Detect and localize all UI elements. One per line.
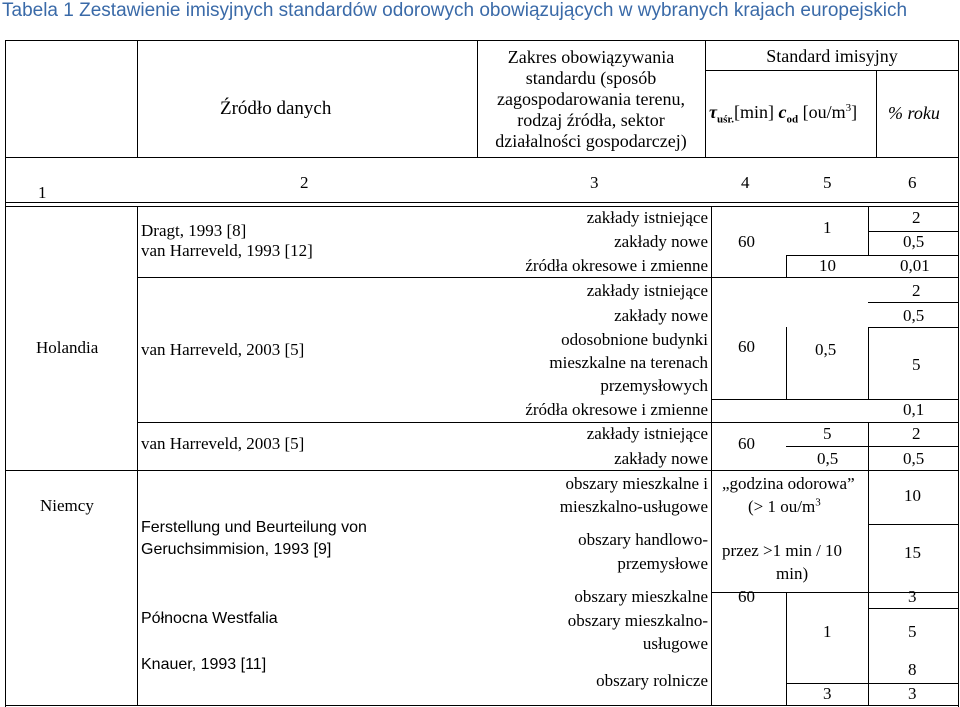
- grid-line: [786, 592, 787, 705]
- r10-scope-l2: mieszkalno-usługowe: [559, 497, 708, 516]
- grid-line: [868, 327, 869, 399]
- header-percent: % roku: [888, 103, 940, 123]
- col-number-3: 3: [590, 173, 599, 192]
- r1-pct: 2: [912, 208, 921, 227]
- r11-tc-l2: min): [776, 564, 809, 583]
- grid-line: [705, 70, 959, 71]
- r9-pct: 0,5: [903, 449, 925, 468]
- r3-scope: źródła okresowe i zmienne: [525, 256, 708, 275]
- grid-line: [5, 705, 959, 706]
- r15-pct: 3: [908, 684, 917, 703]
- grid-line: [958, 40, 959, 707]
- source-ferstellung-1: Ferstellung und Beurteilung von: [141, 519, 367, 536]
- c-unit-sup: 3: [845, 102, 852, 114]
- r10-tc-l2-sup: 3: [815, 496, 821, 509]
- r9-c: 0,5: [817, 449, 839, 468]
- header-source: Źródło danych: [220, 98, 332, 119]
- r12-pct: 3: [908, 587, 917, 606]
- grid-line: [5, 40, 6, 707]
- col-number-1: 1: [38, 183, 47, 202]
- grid-line: [786, 446, 959, 447]
- grid-line: [876, 70, 877, 157]
- country-nl: Holandia: [36, 338, 99, 357]
- grid-line: [137, 40, 138, 157]
- grid-line: [137, 206, 138, 706]
- r13-scope-l1: obszary mieszkalno-: [567, 611, 708, 630]
- r14-scope: obszary rolnicze: [596, 671, 708, 690]
- grid-line: [868, 470, 869, 592]
- country-de: Niemcy: [40, 496, 94, 515]
- grid-line: [868, 327, 959, 328]
- grid-line: [137, 277, 959, 278]
- r4-pct: 2: [912, 281, 921, 300]
- r11-tc-l1: przez >1 min / 10: [722, 541, 843, 560]
- grid-line: [137, 422, 959, 423]
- r12-c: 1: [823, 218, 832, 237]
- r8-pct: 2: [912, 424, 921, 443]
- r1-scope: zakłady istniejące: [586, 208, 708, 227]
- r4-scope: zakłady istniejące: [586, 281, 708, 300]
- c-symbol: c: [778, 102, 787, 122]
- r6-pct: 5: [912, 355, 921, 374]
- r6-tau: 60: [738, 337, 755, 356]
- r12-tau: 60: [738, 587, 755, 606]
- source-knauer: Knauer, 1993 [11]: [141, 656, 267, 673]
- c-sub: od: [786, 113, 799, 126]
- r6-scope-l3: przemysłowych: [600, 376, 708, 395]
- tau-symbol: τ: [709, 102, 717, 122]
- tau-sub: uśr.: [717, 113, 735, 126]
- r7-scope: źródła okresowe i zmienne: [525, 400, 708, 419]
- source-harreveld-2003-b: van Harreveld, 2003 [5]: [141, 434, 305, 453]
- r6-c: 0,5: [815, 340, 837, 359]
- r8-scope: zakłady istniejące: [586, 424, 708, 443]
- r8-c: 5: [823, 424, 832, 443]
- col-number-2: 2: [300, 173, 309, 192]
- grid-line: [5, 470, 959, 471]
- grid-line: [868, 524, 959, 525]
- grid-line: [786, 255, 959, 256]
- r2-tau: 60: [738, 232, 755, 251]
- source-dragt: Dragt, 1993 [8]: [141, 221, 247, 240]
- r13-pct: 5: [908, 622, 917, 641]
- r1314-c: 1: [823, 622, 832, 641]
- r12-scope: obszary mieszkalne: [574, 587, 708, 606]
- col-number-5: 5: [823, 173, 832, 192]
- r3-c: 10: [819, 256, 836, 275]
- c-unit-pre: [ou/m: [802, 102, 846, 122]
- source-harreveld-2003-a: van Harreveld, 2003 [5]: [141, 340, 305, 359]
- r5-pct: 0,5: [903, 306, 925, 325]
- grid-line: [786, 327, 787, 399]
- source-harreveld-1993: van Harreveld, 1993 [12]: [141, 241, 313, 260]
- r13-scope-l2: usługowe: [642, 634, 708, 653]
- r11-scope-l1: obszary handlowo-: [578, 530, 708, 549]
- grid-line: [711, 206, 712, 706]
- r2-scope: zakłady nowe: [614, 232, 708, 251]
- r3-pct: 0,01: [900, 256, 930, 275]
- r11-scope-l2: przemysłowe: [617, 554, 708, 573]
- col-number-6: 6: [908, 173, 917, 192]
- grid-line: [5, 202, 959, 203]
- header-tau: [709, 102, 858, 126]
- grid-line: [868, 302, 959, 303]
- r6-scope-l1: odosobnione budynki: [561, 330, 708, 349]
- r10-tc-l2: [748, 497, 821, 517]
- r5-scope: zakłady nowe: [614, 306, 708, 325]
- col-number-4: 4: [741, 173, 750, 192]
- grid-line: [786, 683, 959, 684]
- c-unit-post: ]: [851, 102, 858, 122]
- source-ferstellung-2: Geruchsimmision, 1993 [9]: [141, 541, 332, 558]
- r2-pct: 0,5: [903, 232, 925, 251]
- r10-scope-l1: obszary mieszkalne i: [565, 474, 708, 493]
- grid-line: [5, 206, 959, 207]
- source-westfalia: Północna Westfalia: [141, 610, 278, 627]
- grid-line: [5, 157, 959, 158]
- r6-scope-l2: mieszkalne na terenach: [549, 353, 708, 372]
- r11-pct: 15: [904, 543, 921, 562]
- tau-unit: [min]: [734, 102, 775, 122]
- r89-tau: 60: [738, 434, 755, 453]
- table-caption: Tabela 1 Zestawienie imisyjnych standardów odorowych obowiązujących w wybranych krajach europejskich: [2, 0, 908, 21]
- r10-pct: 10: [904, 486, 921, 505]
- r7-pct: 0,1: [903, 400, 925, 419]
- r15-c: 3: [823, 684, 832, 703]
- r9-scope: zakłady nowe: [614, 449, 708, 468]
- grid-line: [5, 40, 959, 41]
- r14-pct: 8: [908, 660, 917, 679]
- header-scope: Zakres obowiązywania standardu (sposób zagospodarowania terenu, rodzaj źródła, sektor działalności gospodarczej): [495, 47, 687, 151]
- grid-line: [786, 255, 787, 277]
- header-standard: Standard imisyjny: [766, 46, 898, 66]
- grid-line: [868, 608, 959, 609]
- r10-tc-l2-pre: (> 1 ou/m: [748, 497, 816, 516]
- r10-tc-l1: „godzina odorowa”: [722, 474, 855, 493]
